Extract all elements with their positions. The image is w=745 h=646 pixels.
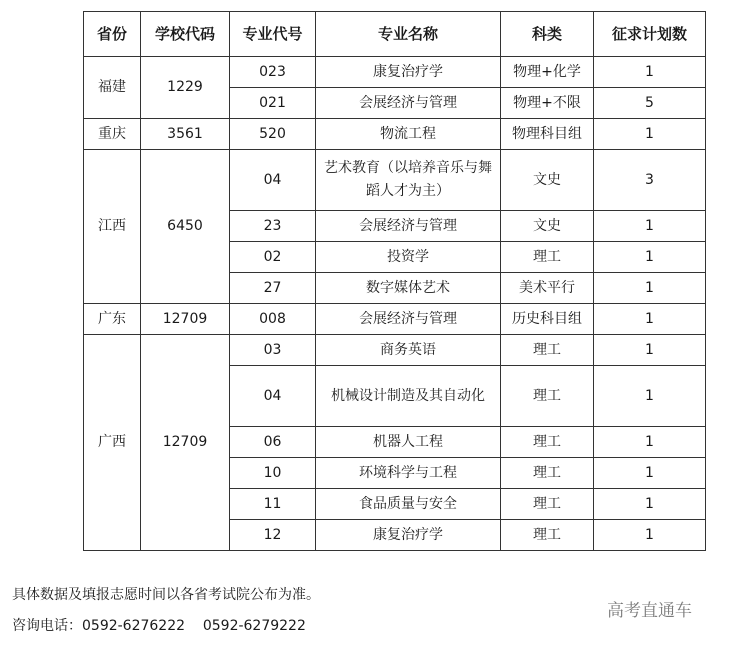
contact-line <box>12 615 306 635</box>
header-plan-count: 征求计划数 <box>594 12 706 57</box>
phone-number-2: 0592-6279222 <box>202 618 306 634</box>
school-code-cell: 12709 <box>141 304 230 335</box>
table-row <box>84 304 706 335</box>
table-header-row <box>84 12 706 57</box>
table-row <box>84 119 706 150</box>
header-school-code: 学校代码 <box>141 12 230 57</box>
major-name-cell: 会展经济与管理 <box>316 88 501 119</box>
major-code-cell: 04 <box>230 150 316 211</box>
plan-count-cell: 1 <box>594 366 706 427</box>
major-name-cell: 数字媒体艺术 <box>316 273 501 304</box>
major-name-cell: 机器人工程 <box>316 427 501 458</box>
header-category: 科类 <box>501 12 594 57</box>
major-name-cell: 环境科学与工程 <box>316 458 501 489</box>
plan-count-cell: 1 <box>594 520 706 551</box>
major-code-cell: 10 <box>230 458 316 489</box>
table-row <box>84 150 706 211</box>
major-code-cell: 02 <box>230 242 316 273</box>
major-code-cell: 008 <box>230 304 316 335</box>
major-name-cell: 会展经济与管理 <box>316 211 501 242</box>
school-code-cell: 12709 <box>141 335 230 551</box>
major-name-cell: 食品质量与安全 <box>316 489 501 520</box>
watermark-brand: 高考直通车 <box>607 601 692 621</box>
header-province: 省份 <box>84 12 141 57</box>
major-code-cell: 27 <box>230 273 316 304</box>
table-row <box>84 335 706 366</box>
province-cell: 重庆 <box>84 119 141 150</box>
category-cell: 理工 <box>501 242 594 273</box>
major-name-cell: 投资学 <box>316 242 501 273</box>
major-name-cell: 物流工程 <box>316 119 501 150</box>
plan-count-cell: 1 <box>594 211 706 242</box>
major-name-cell: 机械设计制造及其自动化 <box>316 366 501 427</box>
category-cell: 物理+不限 <box>501 88 594 119</box>
phone-number-1: 0592-6276222 <box>82 618 186 634</box>
major-name-cell: 康复治疗学 <box>316 520 501 551</box>
major-name-cell: 艺术教育（以培养音乐与舞蹈人才为主） <box>316 150 501 211</box>
major-code-cell: 06 <box>230 427 316 458</box>
plan-count-cell: 1 <box>594 304 706 335</box>
school-code-cell: 1229 <box>141 57 230 119</box>
category-cell: 文史 <box>501 211 594 242</box>
category-cell: 文史 <box>501 150 594 211</box>
plan-count-cell: 3 <box>594 150 706 211</box>
major-code-cell: 03 <box>230 335 316 366</box>
category-cell: 历史科目组 <box>501 304 594 335</box>
major-code-cell: 023 <box>230 57 316 88</box>
category-cell: 美术平行 <box>501 273 594 304</box>
plan-count-cell: 1 <box>594 458 706 489</box>
major-code-cell: 520 <box>230 119 316 150</box>
category-cell: 物理科目组 <box>501 119 594 150</box>
header-major-name: 专业名称 <box>316 12 501 57</box>
category-cell: 理工 <box>501 335 594 366</box>
province-cell: 广西 <box>84 335 141 551</box>
major-code-cell: 04 <box>230 366 316 427</box>
category-cell: 理工 <box>501 520 594 551</box>
plan-count-cell: 5 <box>594 88 706 119</box>
category-cell: 理工 <box>501 458 594 489</box>
plan-count-cell: 1 <box>594 489 706 520</box>
school-code-cell: 6450 <box>141 150 230 304</box>
school-code-cell: 3561 <box>141 119 230 150</box>
category-cell: 理工 <box>501 427 594 458</box>
header-major-code: 专业代号 <box>230 12 316 57</box>
plan-count-cell: 1 <box>594 335 706 366</box>
footer-note: 具体数据及填报志愿时间以各省考试院公布为准。 <box>12 587 320 603</box>
plan-count-cell: 1 <box>594 242 706 273</box>
category-cell: 理工 <box>501 366 594 427</box>
category-cell: 物理+化学 <box>501 57 594 88</box>
phone-label: 咨询电话： <box>12 618 82 634</box>
major-name-cell: 会展经济与管理 <box>316 304 501 335</box>
major-code-cell: 12 <box>230 520 316 551</box>
major-name-cell: 康复治疗学 <box>316 57 501 88</box>
province-cell: 广东 <box>84 304 141 335</box>
major-name-cell: 商务英语 <box>316 335 501 366</box>
province-cell: 江西 <box>84 150 141 304</box>
major-code-cell: 021 <box>230 88 316 119</box>
enrollment-plan-table <box>83 11 706 551</box>
plan-count-cell: 1 <box>594 57 706 88</box>
plan-count-cell: 1 <box>594 273 706 304</box>
plan-count-cell: 1 <box>594 119 706 150</box>
table-row <box>84 57 706 88</box>
major-code-cell: 11 <box>230 489 316 520</box>
category-cell: 理工 <box>501 489 594 520</box>
table-body <box>84 57 706 551</box>
province-cell: 福建 <box>84 57 141 119</box>
major-code-cell: 23 <box>230 211 316 242</box>
plan-count-cell: 1 <box>594 427 706 458</box>
